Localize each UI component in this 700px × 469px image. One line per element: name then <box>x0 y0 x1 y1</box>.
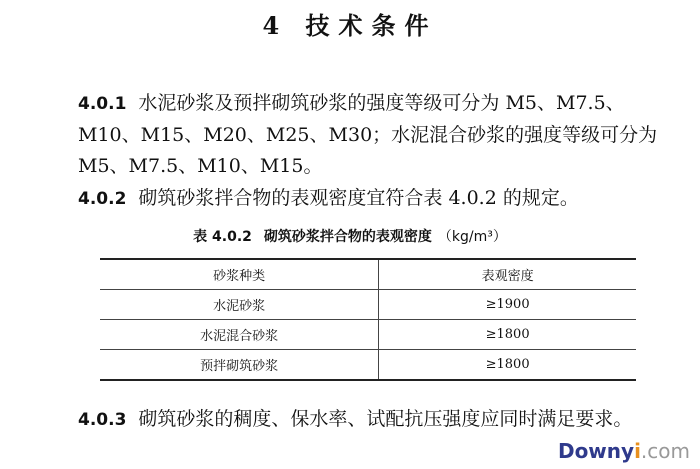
table-caption-unit: （kg/m³） <box>437 229 507 245</box>
table-row <box>100 350 636 381</box>
table-cell: ≥1800 <box>379 320 636 350</box>
table-cell: 水泥砂浆 <box>100 290 379 320</box>
table-caption <box>0 226 700 246</box>
clause-number: 4.0.2 <box>78 189 127 209</box>
table-header-row <box>100 259 636 290</box>
table-caption-text: 砌筑砂浆拌合物的表观密度 <box>263 229 432 245</box>
clause-number: 4.0.1 <box>78 94 127 114</box>
clause-text: 水泥砂浆及预拌砌筑砂浆的强度等级可分为 M5、M7.5、M10、M15、M20、M25、M30；水泥混合砂浆的强度等级可分为 M5、M7.5、M10、M15。 <box>78 92 658 177</box>
clause-4-0-3 <box>78 404 658 436</box>
chapter-title: 4 技术条件 <box>262 11 438 40</box>
table-cell: ≥1900 <box>379 290 636 320</box>
table-cell: 水泥混合砂浆 <box>100 320 379 350</box>
clause-number: 4.0.3 <box>78 410 127 430</box>
table-caption-number: 表 4.0.2 <box>193 229 252 245</box>
clause-4-0-2 <box>78 183 658 215</box>
clause-text: 砌筑砂浆拌合物的表观密度宜符合表 4.0.2 的规定。 <box>138 187 579 209</box>
watermark-logo: Downyi.com <box>557 439 690 463</box>
clause-4-0-1 <box>78 88 658 182</box>
density-table <box>100 258 636 381</box>
table-cell: 预拌砌筑砂浆 <box>100 350 379 381</box>
table-cell: ≥1800 <box>379 350 636 381</box>
table-row <box>100 320 636 350</box>
table-row <box>100 290 636 320</box>
table-header-cell: 砂浆种类 <box>100 259 379 290</box>
table-header-cell: 表观密度 <box>379 259 636 290</box>
clause-text: 砌筑砂浆的稠度、保水率、试配抗压强度应同时满足要求。 <box>138 408 633 430</box>
